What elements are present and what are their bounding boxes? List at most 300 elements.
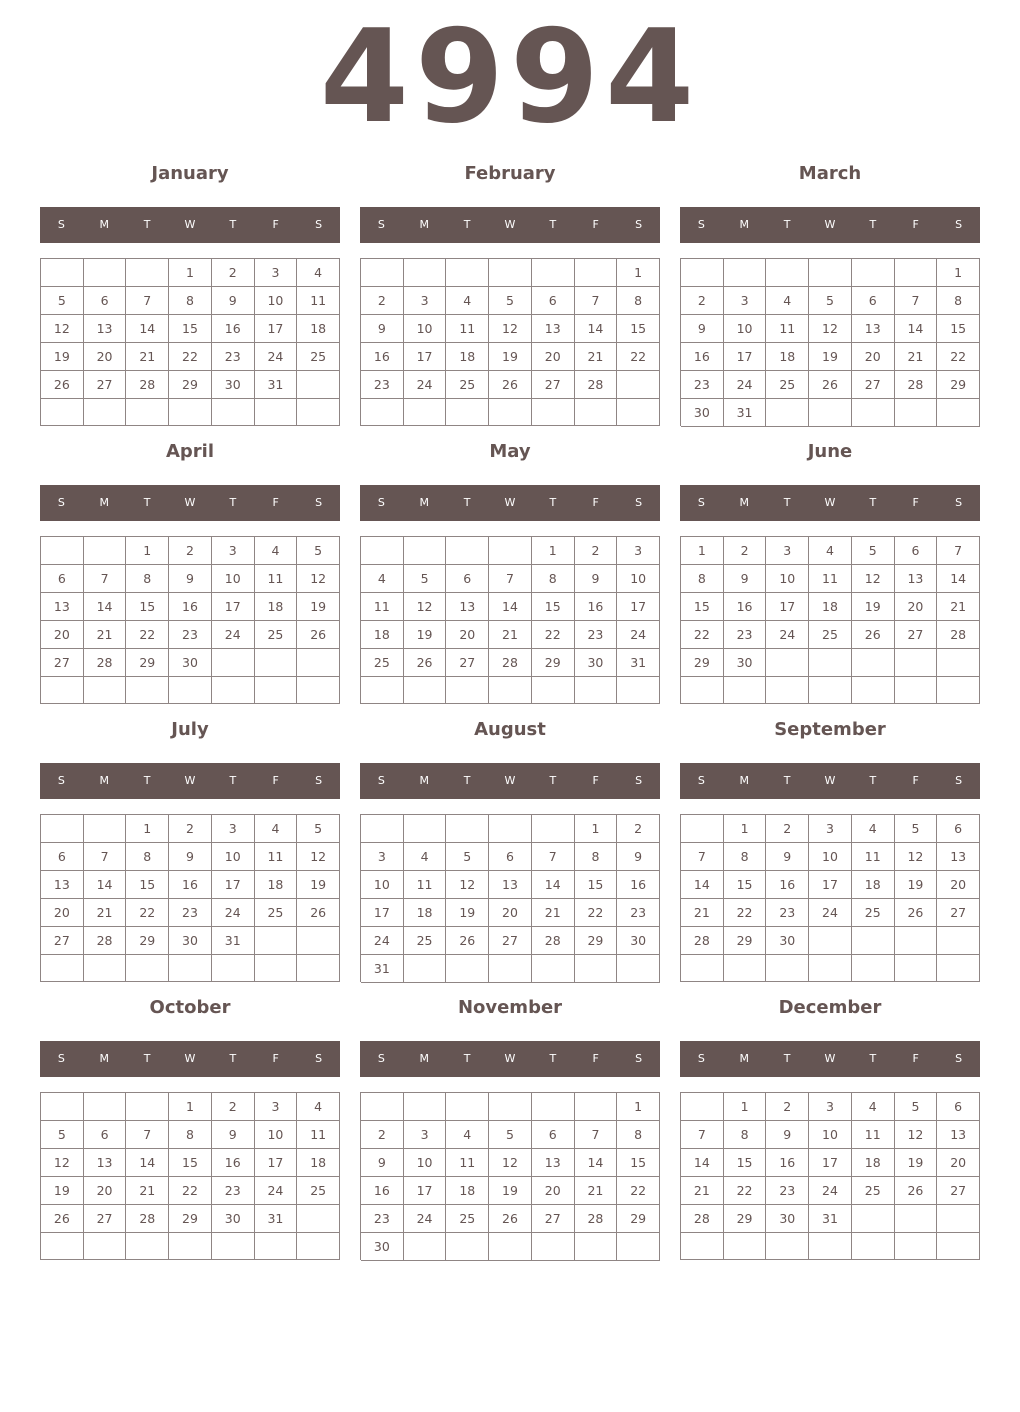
- day-cell: 12: [41, 315, 84, 343]
- empty-cell: [617, 677, 660, 704]
- day-cell: 4: [766, 287, 809, 315]
- day-cell: 25: [446, 1205, 489, 1233]
- day-cell: 1: [724, 1093, 767, 1121]
- day-cell: 7: [937, 537, 980, 565]
- day-cell: 2: [169, 537, 212, 565]
- empty-cell: [809, 927, 852, 955]
- empty-cell: [446, 537, 489, 565]
- day-cell: 22: [126, 621, 169, 649]
- weekday-label: M: [419, 774, 430, 787]
- day-cell: 26: [809, 371, 852, 399]
- day-cell: 26: [489, 1205, 532, 1233]
- day-grid: [680, 536, 980, 704]
- day-cell: 18: [297, 1149, 340, 1177]
- empty-cell: [126, 1093, 169, 1121]
- day-cell: 3: [404, 1121, 447, 1149]
- empty-cell: [446, 259, 489, 287]
- empty-cell: [532, 815, 575, 843]
- day-cell: 10: [212, 565, 255, 593]
- day-cell: 28: [532, 927, 575, 955]
- day-cell: 14: [937, 565, 980, 593]
- weekday-label: S: [955, 1052, 963, 1065]
- day-cell: 26: [41, 1205, 84, 1233]
- day-cell: 3: [255, 1093, 298, 1121]
- day-cell: 8: [575, 843, 618, 871]
- day-cell: 15: [532, 593, 575, 621]
- empty-cell: [41, 815, 84, 843]
- day-cell: 4: [852, 815, 895, 843]
- day-grid: [680, 814, 980, 982]
- day-cell: 17: [212, 871, 255, 899]
- empty-cell: [41, 259, 84, 287]
- day-cell: 27: [937, 1177, 980, 1205]
- day-cell: 13: [84, 315, 127, 343]
- day-cell: 20: [895, 593, 938, 621]
- day-cell: 8: [724, 1121, 767, 1149]
- day-cell: 15: [617, 1149, 660, 1177]
- day-cell: 8: [724, 843, 767, 871]
- day-cell: 30: [575, 649, 618, 677]
- day-cell: 10: [255, 287, 298, 315]
- empty-cell: [41, 1233, 84, 1260]
- day-cell: 25: [766, 371, 809, 399]
- empty-cell: [937, 927, 980, 955]
- empty-cell: [404, 1233, 447, 1261]
- month-name: February: [464, 163, 556, 184]
- weekday-label: S: [315, 774, 323, 787]
- day-cell: 28: [575, 371, 618, 399]
- weekday-header: [680, 485, 980, 521]
- empty-cell: [617, 399, 660, 426]
- day-cell: 30: [169, 649, 212, 677]
- day-cell: 19: [404, 621, 447, 649]
- day-cell: 1: [169, 1093, 212, 1121]
- day-grid: [360, 1092, 660, 1260]
- day-cell: 4: [446, 287, 489, 315]
- empty-cell: [895, 399, 938, 427]
- day-cell: 2: [724, 537, 767, 565]
- day-cell: 28: [895, 371, 938, 399]
- day-cell: 6: [532, 1121, 575, 1149]
- day-cell: 5: [895, 815, 938, 843]
- empty-cell: [766, 955, 809, 982]
- month-name: April: [165, 441, 215, 462]
- empty-cell: [852, 1233, 895, 1260]
- empty-cell: [255, 677, 298, 704]
- day-cell: 20: [446, 621, 489, 649]
- empty-cell: [446, 399, 489, 426]
- weekday-label: F: [592, 774, 599, 787]
- empty-cell: [361, 815, 404, 843]
- empty-cell: [489, 1093, 532, 1121]
- weekday-header: [40, 1041, 340, 1077]
- day-cell: 26: [297, 621, 340, 649]
- day-cell: 26: [852, 621, 895, 649]
- empty-cell: [895, 649, 938, 677]
- empty-cell: [41, 537, 84, 565]
- empty-cell: [41, 1093, 84, 1121]
- empty-cell: [169, 399, 212, 426]
- day-cell: 23: [575, 621, 618, 649]
- day-cell: 24: [255, 1177, 298, 1205]
- day-cell: 21: [681, 899, 724, 927]
- empty-cell: [84, 259, 127, 287]
- day-cell: 10: [404, 1149, 447, 1177]
- day-cell: 24: [809, 899, 852, 927]
- day-cell: 1: [937, 259, 980, 287]
- weekday-label: S: [955, 774, 963, 787]
- day-cell: 8: [169, 287, 212, 315]
- empty-cell: [489, 815, 532, 843]
- empty-cell: [895, 1205, 938, 1233]
- weekday-label: M: [739, 496, 750, 509]
- day-cell: 30: [681, 399, 724, 427]
- weekday-label: S: [697, 496, 705, 509]
- day-cell: 30: [212, 1205, 255, 1233]
- day-cell: 26: [404, 649, 447, 677]
- day-cell: 30: [766, 1205, 809, 1233]
- empty-cell: [895, 259, 938, 287]
- day-cell: 4: [297, 1093, 340, 1121]
- weekday-label: T: [463, 218, 471, 231]
- day-cell: 19: [489, 1177, 532, 1205]
- day-cell: 2: [575, 537, 618, 565]
- empty-cell: [297, 1233, 340, 1260]
- weekday-label: T: [869, 496, 877, 509]
- day-cell: 17: [361, 899, 404, 927]
- day-cell: 11: [297, 287, 340, 315]
- year-title: 4994: [319, 3, 701, 152]
- empty-cell: [895, 677, 938, 704]
- day-cell: 21: [532, 899, 575, 927]
- day-cell: 20: [41, 621, 84, 649]
- day-cell: 15: [724, 871, 767, 899]
- day-cell: 12: [895, 843, 938, 871]
- day-cell: 19: [446, 899, 489, 927]
- day-cell: 6: [41, 565, 84, 593]
- day-cell: 15: [937, 315, 980, 343]
- day-cell: 15: [169, 315, 212, 343]
- weekday-header: [360, 763, 660, 799]
- empty-cell: [212, 649, 255, 677]
- day-cell: 10: [724, 315, 767, 343]
- day-cell: 28: [681, 927, 724, 955]
- day-cell: 27: [84, 371, 127, 399]
- day-cell: 6: [41, 843, 84, 871]
- day-cell: 3: [212, 537, 255, 565]
- day-cell: 2: [766, 815, 809, 843]
- day-cell: 7: [532, 843, 575, 871]
- day-cell: 7: [575, 1121, 618, 1149]
- day-cell: 5: [489, 1121, 532, 1149]
- month-name: January: [151, 163, 229, 184]
- weekday-label: M: [99, 496, 110, 509]
- weekday-label: F: [592, 218, 599, 231]
- weekday-label: T: [229, 496, 237, 509]
- day-cell: 14: [681, 871, 724, 899]
- day-cell: 21: [126, 1177, 169, 1205]
- day-cell: 31: [255, 1205, 298, 1233]
- weekday-label: T: [549, 1052, 557, 1065]
- empty-cell: [169, 955, 212, 982]
- day-grid: [40, 1092, 340, 1260]
- empty-cell: [41, 399, 84, 426]
- empty-cell: [404, 537, 447, 565]
- empty-cell: [361, 259, 404, 287]
- weekday-label: T: [229, 1052, 237, 1065]
- day-cell: 17: [766, 593, 809, 621]
- day-cell: 5: [297, 537, 340, 565]
- day-cell: 28: [575, 1205, 618, 1233]
- weekday-label: M: [99, 218, 110, 231]
- day-cell: 15: [681, 593, 724, 621]
- weekday-label: F: [912, 496, 919, 509]
- empty-cell: [489, 399, 532, 426]
- day-cell: 10: [361, 871, 404, 899]
- day-cell: 17: [809, 1149, 852, 1177]
- day-cell: 14: [681, 1149, 724, 1177]
- weekday-label: S: [377, 496, 385, 509]
- day-cell: 14: [126, 315, 169, 343]
- day-cell: 8: [617, 1121, 660, 1149]
- empty-cell: [84, 815, 127, 843]
- day-cell: 2: [766, 1093, 809, 1121]
- empty-cell: [446, 815, 489, 843]
- day-cell: 27: [852, 371, 895, 399]
- day-cell: 15: [724, 1149, 767, 1177]
- day-cell: 16: [724, 593, 767, 621]
- weekday-label: F: [272, 1052, 279, 1065]
- day-cell: 21: [126, 343, 169, 371]
- day-cell: 20: [532, 343, 575, 371]
- day-cell: 9: [361, 1149, 404, 1177]
- day-cell: 18: [446, 343, 489, 371]
- day-cell: 24: [212, 899, 255, 927]
- weekday-label: M: [739, 1052, 750, 1065]
- day-cell: 15: [617, 315, 660, 343]
- day-cell: 9: [724, 565, 767, 593]
- weekday-label: W: [824, 774, 836, 787]
- day-cell: 9: [361, 315, 404, 343]
- day-cell: 11: [446, 1149, 489, 1177]
- day-grid: [360, 814, 660, 982]
- empty-cell: [361, 1093, 404, 1121]
- day-cell: 29: [169, 1205, 212, 1233]
- empty-cell: [255, 399, 298, 426]
- day-cell: 15: [575, 871, 618, 899]
- day-cell: 28: [681, 1205, 724, 1233]
- day-cell: 11: [809, 565, 852, 593]
- empty-cell: [361, 399, 404, 426]
- day-cell: 17: [404, 1177, 447, 1205]
- empty-cell: [532, 1093, 575, 1121]
- day-cell: 8: [937, 287, 980, 315]
- day-cell: 17: [724, 343, 767, 371]
- day-cell: 27: [937, 899, 980, 927]
- month-name: September: [774, 719, 886, 740]
- empty-cell: [212, 677, 255, 704]
- day-cell: 1: [126, 537, 169, 565]
- empty-cell: [126, 677, 169, 704]
- day-cell: 12: [297, 565, 340, 593]
- day-cell: 9: [169, 843, 212, 871]
- day-cell: 7: [126, 287, 169, 315]
- weekday-header: [40, 763, 340, 799]
- empty-cell: [84, 677, 127, 704]
- day-cell: 25: [852, 1177, 895, 1205]
- day-cell: 1: [169, 259, 212, 287]
- day-cell: 23: [212, 343, 255, 371]
- day-cell: 29: [617, 1205, 660, 1233]
- day-cell: 3: [724, 287, 767, 315]
- day-cell: 16: [681, 343, 724, 371]
- day-cell: 29: [126, 927, 169, 955]
- day-cell: 19: [895, 871, 938, 899]
- day-cell: 13: [532, 1149, 575, 1177]
- empty-cell: [724, 677, 767, 704]
- day-cell: 23: [361, 371, 404, 399]
- empty-cell: [446, 1233, 489, 1261]
- day-cell: 7: [575, 287, 618, 315]
- day-cell: 27: [41, 927, 84, 955]
- day-cell: 3: [404, 287, 447, 315]
- day-cell: 17: [404, 343, 447, 371]
- empty-cell: [297, 1205, 340, 1233]
- weekday-label: F: [912, 1052, 919, 1065]
- empty-cell: [852, 927, 895, 955]
- weekday-label: S: [635, 218, 643, 231]
- empty-cell: [126, 399, 169, 426]
- day-cell: 21: [84, 899, 127, 927]
- day-cell: 7: [126, 1121, 169, 1149]
- day-cell: 30: [724, 649, 767, 677]
- day-cell: 6: [489, 843, 532, 871]
- day-cell: 2: [169, 815, 212, 843]
- day-cell: 24: [766, 621, 809, 649]
- day-cell: 4: [297, 259, 340, 287]
- day-cell: 9: [766, 843, 809, 871]
- empty-cell: [809, 955, 852, 982]
- empty-cell: [532, 955, 575, 983]
- day-cell: 20: [41, 899, 84, 927]
- empty-cell: [895, 927, 938, 955]
- day-cell: 6: [937, 1093, 980, 1121]
- day-cell: 4: [404, 843, 447, 871]
- day-cell: 11: [404, 871, 447, 899]
- day-cell: 24: [212, 621, 255, 649]
- empty-cell: [681, 1233, 724, 1260]
- day-cell: 11: [766, 315, 809, 343]
- weekday-label: F: [912, 218, 919, 231]
- weekday-label: W: [824, 1052, 836, 1065]
- empty-cell: [212, 1233, 255, 1260]
- day-cell: 16: [212, 1149, 255, 1177]
- day-cell: 13: [937, 1121, 980, 1149]
- day-cell: 23: [766, 1177, 809, 1205]
- weekday-label: F: [272, 774, 279, 787]
- weekday-label: T: [463, 774, 471, 787]
- day-cell: 13: [41, 593, 84, 621]
- day-cell: 7: [895, 287, 938, 315]
- day-cell: 11: [852, 1121, 895, 1149]
- empty-cell: [489, 259, 532, 287]
- day-cell: 18: [297, 315, 340, 343]
- day-cell: 4: [446, 1121, 489, 1149]
- day-cell: 9: [766, 1121, 809, 1149]
- empty-cell: [575, 1093, 618, 1121]
- day-cell: 5: [41, 1121, 84, 1149]
- day-cell: 4: [852, 1093, 895, 1121]
- empty-cell: [404, 399, 447, 426]
- day-cell: 5: [489, 287, 532, 315]
- day-cell: 2: [212, 1093, 255, 1121]
- empty-cell: [852, 259, 895, 287]
- day-cell: 3: [617, 537, 660, 565]
- weekday-label: T: [783, 1052, 791, 1065]
- day-cell: 12: [852, 565, 895, 593]
- day-grid: [360, 536, 660, 704]
- day-cell: 23: [169, 899, 212, 927]
- empty-cell: [532, 1233, 575, 1261]
- empty-cell: [937, 1233, 980, 1260]
- day-cell: 18: [852, 1149, 895, 1177]
- day-cell: 22: [937, 343, 980, 371]
- month-name: March: [798, 163, 862, 184]
- day-cell: 4: [255, 537, 298, 565]
- weekday-header: [680, 1041, 980, 1077]
- weekday-label: W: [504, 496, 516, 509]
- weekday-label: T: [463, 1052, 471, 1065]
- empty-cell: [446, 677, 489, 704]
- day-cell: 12: [297, 843, 340, 871]
- day-cell: 22: [681, 621, 724, 649]
- day-cell: 20: [84, 1177, 127, 1205]
- day-cell: 6: [84, 287, 127, 315]
- day-cell: 23: [617, 899, 660, 927]
- day-cell: 9: [212, 1121, 255, 1149]
- weekday-label: W: [184, 496, 196, 509]
- empty-cell: [84, 399, 127, 426]
- day-cell: 29: [681, 649, 724, 677]
- day-cell: 25: [255, 621, 298, 649]
- empty-cell: [404, 259, 447, 287]
- day-cell: 12: [404, 593, 447, 621]
- day-grid: [680, 258, 980, 426]
- empty-cell: [852, 677, 895, 704]
- day-cell: 16: [361, 1177, 404, 1205]
- weekday-label: S: [635, 496, 643, 509]
- day-cell: 25: [297, 343, 340, 371]
- empty-cell: [446, 1093, 489, 1121]
- day-cell: 18: [255, 593, 298, 621]
- day-cell: 26: [895, 899, 938, 927]
- weekday-label: W: [504, 1052, 516, 1065]
- day-cell: 7: [84, 565, 127, 593]
- day-cell: 5: [852, 537, 895, 565]
- day-cell: 21: [575, 343, 618, 371]
- day-cell: 9: [169, 565, 212, 593]
- day-cell: 26: [895, 1177, 938, 1205]
- day-cell: 3: [212, 815, 255, 843]
- day-cell: 11: [852, 843, 895, 871]
- empty-cell: [297, 399, 340, 426]
- day-cell: 1: [532, 537, 575, 565]
- empty-cell: [404, 955, 447, 983]
- empty-cell: [724, 1233, 767, 1260]
- day-cell: 24: [255, 343, 298, 371]
- weekday-label: M: [99, 1052, 110, 1065]
- day-cell: 11: [255, 843, 298, 871]
